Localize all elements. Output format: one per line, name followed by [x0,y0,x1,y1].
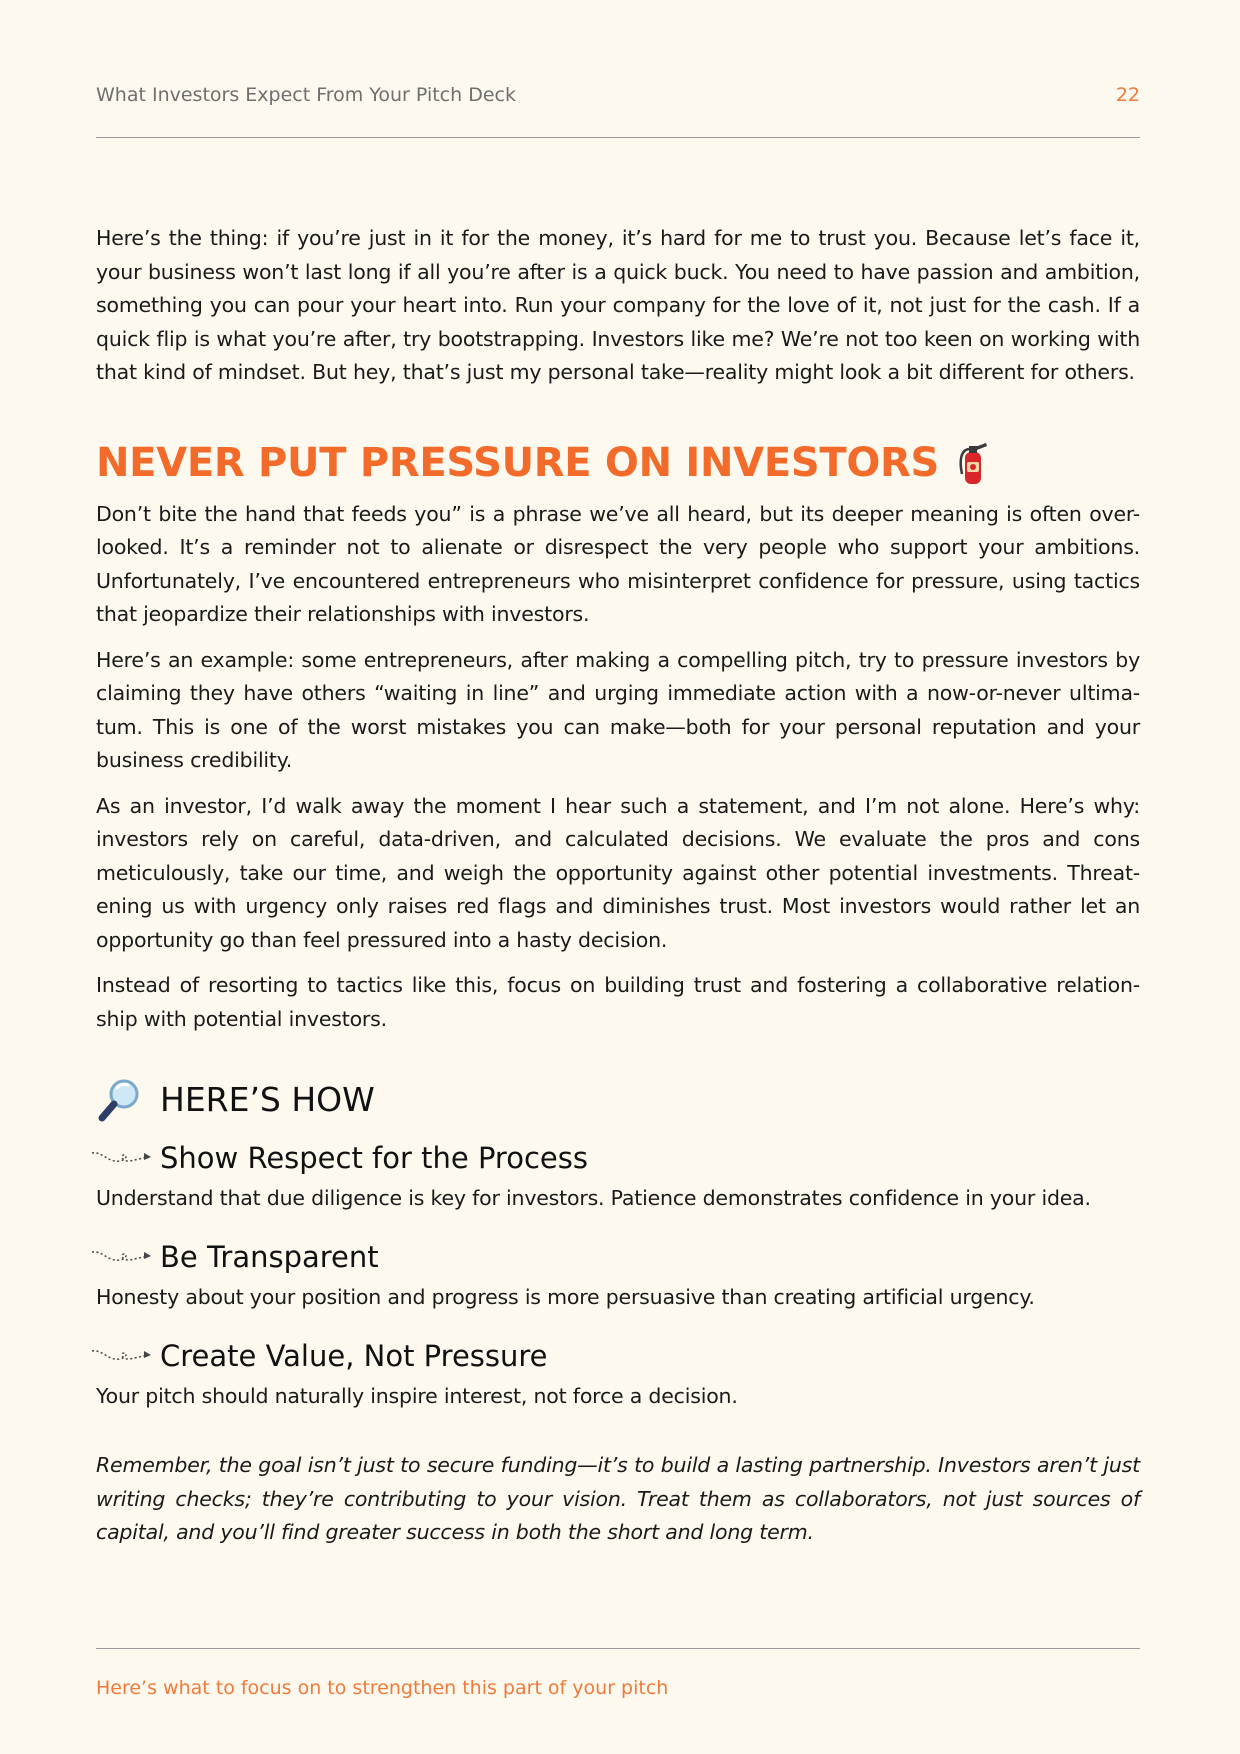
dashed-arrow-icon [90,1246,154,1268]
running-footer: Here’s what to focus on to strengthen this part of your pitch [96,1677,669,1699]
tip-title-text: Create Value, Not Pressure [160,1339,548,1373]
section-paragraph: As an investor, I’d walk away the moment I hear such a statement, and I’m not alone. Here’s why: investors rely on careful, data-driven, and calculated decisions. We evaluate the pros and cons meticulously, take our time, and weigh the opportunity against other potential investments. Threat-ening us with urgency only raises red flags and diminishes trust. Most investors would rather let an opportunity go than feel pressured into a hasty decision. [96,793,1140,952]
how-to-heading-text: HERE’S HOW [160,1080,375,1119]
main-content [96,222,1140,1550]
tip-title-text: Show Respect for the Process [160,1141,588,1175]
dashed-arrow-icon [90,1345,154,1367]
footer-divider [96,1648,1140,1649]
tip-text: Honesty about your position and progress is more persuasive than creating artificial urgency. [96,1285,1035,1309]
section-paragraph: Instead of resorting to tactics like this, focus on building trust and fostering a collaborative relation-ship with potential investors. [96,973,1140,1031]
page-number: 22 [1115,84,1140,106]
tip-title [90,1237,1140,1277]
tip-text: Your pitch should naturally inspire interest, not force a decision. [96,1384,738,1408]
header-divider [96,137,1140,138]
intro-paragraph: Here’s the thing: if you’re just in it for the money, it’s hard for me to trust you. Because let’s face it, your business won’t last long if all you’re after is a quick buck. You need to have passion and ambition, something you can pour your heart into. Run your company for the love of it, not just for the cash. If a quick flip is what you’re after, try bootstrapping. Investors like me? We’re not too keen on working with that kind of mindset. But hey, that’s just my personal take—reality might look a bit different for others. [96,226,1140,384]
magnifying-glass-icon [96,1076,144,1124]
how-to-heading [96,1076,1140,1124]
section-paragraph: Don’t bite the hand that feeds you” is a phrase we’ve all heard, but its deeper meaning is often over-looked. It’s a reminder not to alienate or disrespect the very people who support your ambitions. Unfortunately, I’ve encountered entrepreneurs who misinterpret confidence for pressure, using tactics that jeopardize their relationships with investors. [96,501,1140,626]
dashed-arrow-icon [90,1147,154,1169]
page [96,0,1140,1754]
tip-text: Understand that due diligence is key for investors. Patience demonstrates confidence in your idea. [96,1186,1091,1210]
tip-title [90,1138,1140,1178]
tip-item [96,1336,1140,1413]
tip-title [90,1336,1140,1376]
section-title-text: NEVER PUT PRESSURE ON INVESTORS [96,439,940,486]
closing-paragraph: Remember, the goal isn’t just to secure funding—it’s to build a lasting partnership. Investors aren’t just writing checks; they’re contributing to your vision. Treat them as collaborators, not just sources of capital, and you’ll find greater success in both the short and long term. [96,1453,1140,1544]
tip-item [96,1237,1140,1314]
tip-item [96,1138,1140,1215]
section-title [96,438,1140,488]
section-paragraph: Here’s an example: some entrepreneurs, after making a compelling pitch, try to pressure investors by claiming they have others “waiting in line” and urging immediate action with a now-or-never ultima-tum. This is one of the worst mistakes you can make—both for your personal reputation and your business credibility. [96,647,1140,772]
running-header [96,84,1140,106]
tip-title-text: Be Transparent [160,1240,379,1274]
document-title: What Investors Expect From Your Pitch Deck [96,84,516,106]
fire-extinguisher-icon [953,440,993,486]
